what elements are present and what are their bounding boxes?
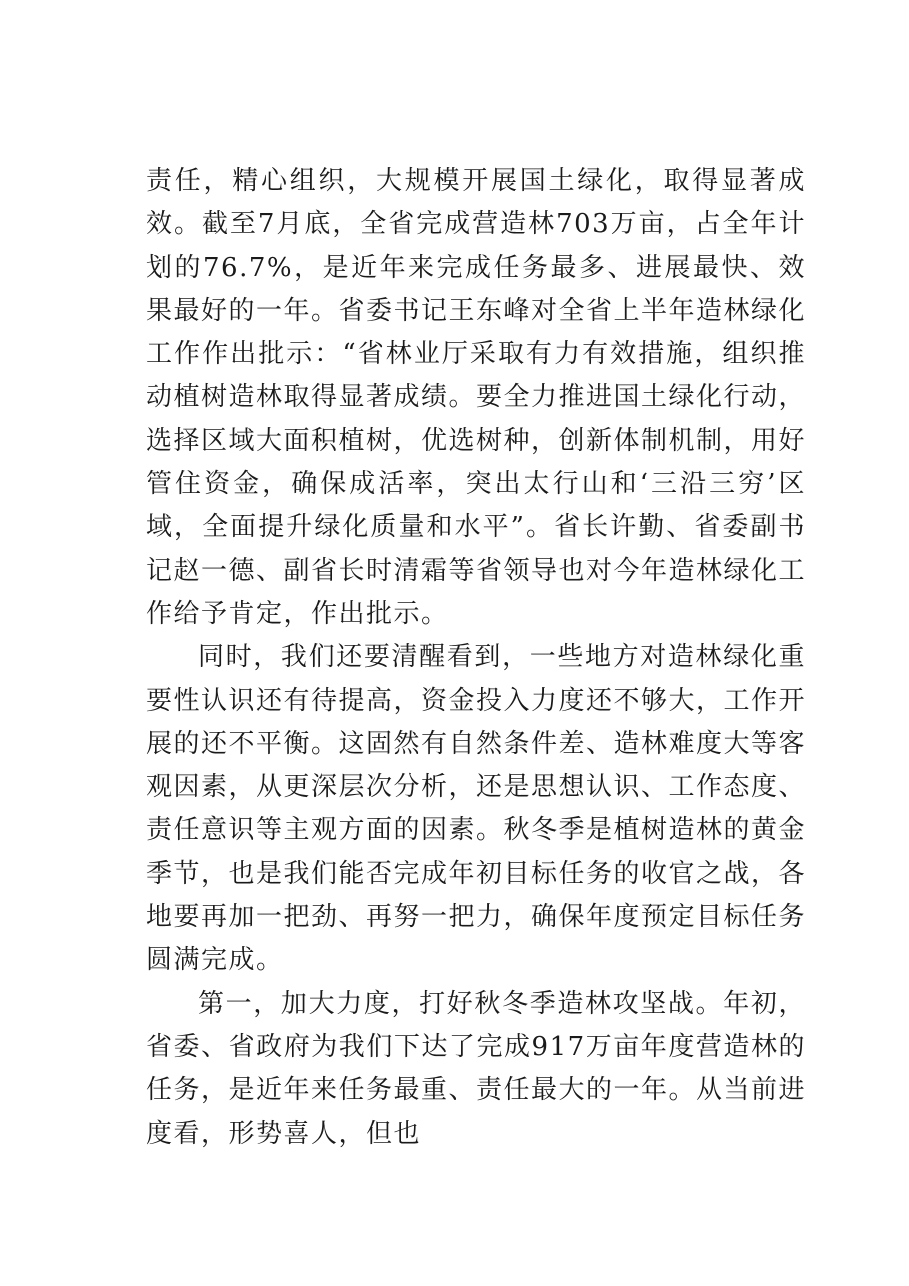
paragraph-1: 责任，精心组织，大规模开展国土绿化，取得显著成效。截至7月底，全省完成营造林703万亩，占全年计划的76.7%，是近年来完成任务最多、进展最快、效果最好的一年。省委书记王东峰对全省上半年造林绿化工作作出批示：“省林业厅采取有力有效措施，组织推动植树造林取得显著成绩。要全力推进国土绿化行动，选择区域大面积植树，优选树种，创新体制机制，用好管住资金，确保成活率，突出太行山和‘三沿三穷’区域，全面提升绿化质量和水平”。省长许勤、省委副书记赵一德、副省长时清霜等省领导也对今年造林绿化工作给予肯定，作出批示。 <box>146 166 807 629</box>
paragraph-3: 第一，加大力度，打好秋冬季造林攻坚战。年初，省委、省政府为我们下达了完成917万亩年度营造林的任务，是近年来任务最重、责任最大的一年。从当前进度看，形势喜人，但也 <box>146 988 807 1149</box>
paragraph-2: 同时，我们还要清醒看到，一些地方对造林绿化重要性认识还有待提高，资金投入力度还不够大，工作开展的还不平衡。这固然有自然条件差、造林难度大等客观因素，从更深层次分析，还是思想认识、工作态度、责任意识等主观方面的因素。秋冬季是植树造林的黄金季节，也是我们能否完成年初目标任务的收官之战，各地要再加一把劲、再努一把力，确保年度预定目标任务圆满完成。 <box>146 642 807 976</box>
document-body <box>146 160 806 1156</box>
